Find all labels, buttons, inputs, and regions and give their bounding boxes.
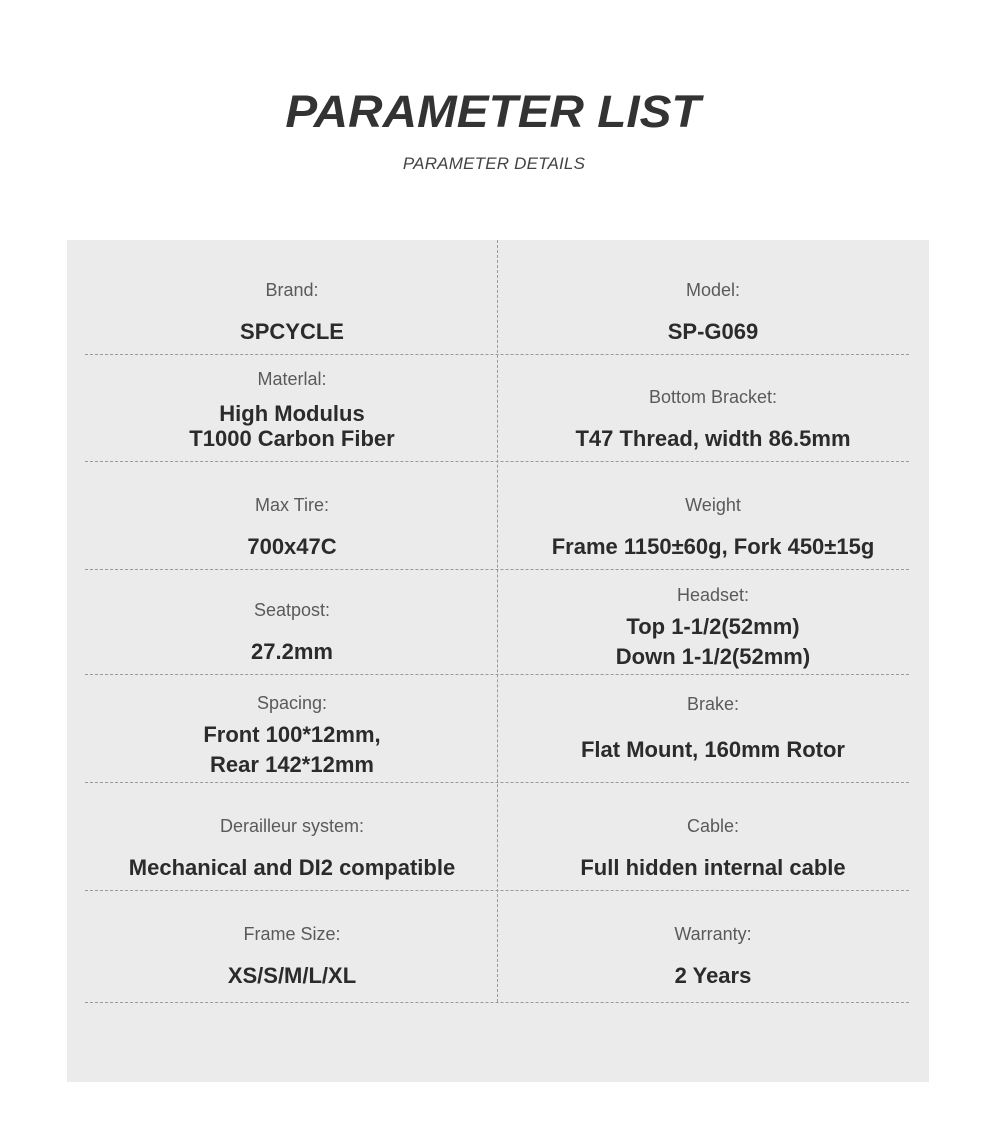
param-value: XS/S/M/L/XL xyxy=(227,963,357,988)
param-max-tire xyxy=(67,494,517,559)
param-frame-size xyxy=(67,923,517,988)
param-label: Weight xyxy=(685,495,741,515)
param-derailleur xyxy=(67,815,517,880)
param-label: Brake: xyxy=(686,694,740,714)
param-label: Frame Size: xyxy=(243,924,341,944)
param-cable xyxy=(497,815,929,880)
param-value: Full hidden internal cable xyxy=(580,855,846,880)
page-title: PARAMETER LIST xyxy=(285,86,701,137)
row-divider xyxy=(85,1002,909,1003)
row-divider xyxy=(85,461,909,462)
param-value: T47 Thread, width 86.5mm xyxy=(575,426,851,451)
parameter-table xyxy=(67,240,929,1082)
param-label: Spacing: xyxy=(256,693,328,713)
row-divider xyxy=(85,782,909,783)
param-label: Max Tire: xyxy=(254,495,329,515)
param-label: Bottom Bracket: xyxy=(648,387,778,407)
param-label: Materlal: xyxy=(257,369,327,389)
param-value: Front 100*12mm, Rear 142*12mm xyxy=(203,722,381,777)
param-model xyxy=(497,279,929,344)
param-label: Seatpost: xyxy=(253,600,331,620)
param-spacing xyxy=(67,692,517,780)
param-seatpost xyxy=(67,599,517,664)
page-subtitle: PARAMETER DETAILS xyxy=(402,154,586,173)
param-bottom-bracket xyxy=(497,386,929,451)
row-divider xyxy=(85,674,909,675)
param-label: Model: xyxy=(685,280,741,300)
param-label: Cable: xyxy=(686,816,740,836)
param-brand xyxy=(67,279,517,344)
param-value: Mechanical and DI2 compatible xyxy=(128,855,456,880)
param-warranty xyxy=(497,923,929,988)
param-material xyxy=(67,368,517,451)
param-label: Brand: xyxy=(265,280,319,300)
param-value: 700x47C xyxy=(247,534,337,559)
param-value: Flat Mount, 160mm Rotor xyxy=(580,737,845,762)
param-headset xyxy=(497,584,929,672)
param-label: Warranty: xyxy=(674,924,752,944)
param-value: High Modulus T1000 Carbon Fiber xyxy=(189,401,395,451)
row-divider xyxy=(85,569,909,570)
param-label: Headset: xyxy=(676,585,750,605)
param-weight xyxy=(497,494,929,559)
param-brake xyxy=(497,693,929,762)
param-value: SP-G069 xyxy=(667,319,759,344)
param-label: Derailleur system: xyxy=(219,816,365,836)
param-value: 27.2mm xyxy=(251,639,333,664)
param-value: Frame 1150±60g, Fork 450±15g xyxy=(551,534,875,559)
param-value: SPCYCLE xyxy=(240,319,344,344)
row-divider xyxy=(85,890,909,891)
param-value: Top 1-1/2(52mm) Down 1-1/2(52mm) xyxy=(615,614,811,669)
param-value: 2 Years xyxy=(674,963,752,988)
row-divider xyxy=(85,354,909,355)
